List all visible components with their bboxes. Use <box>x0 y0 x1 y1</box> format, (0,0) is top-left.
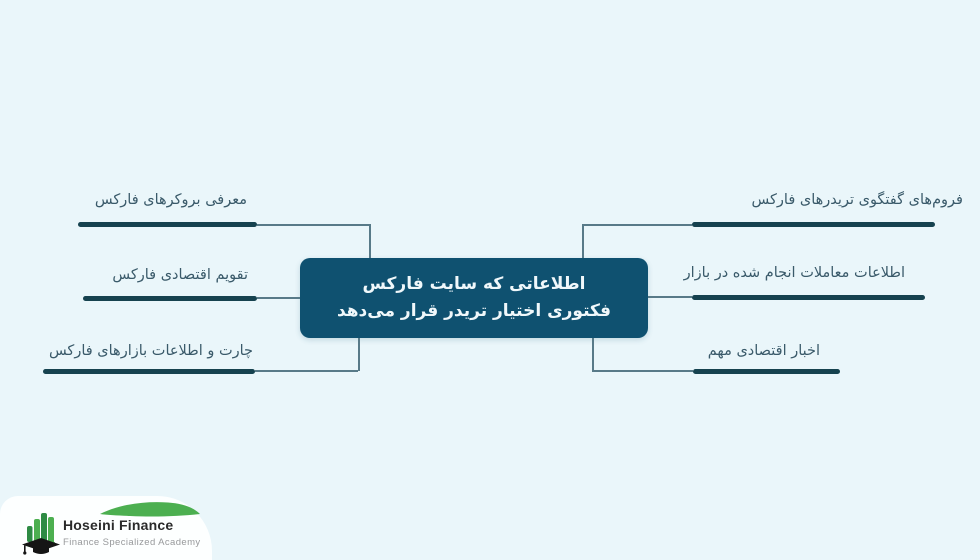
central-topic-node <box>300 258 648 338</box>
branch-underline-left-bottom <box>43 369 255 374</box>
connector-left-bottom-vertical <box>358 338 360 371</box>
connector-left-middle-horizontal <box>257 297 300 299</box>
branch-label-right-top: فروم‌های گفتگوی تریدرهای فارکس <box>751 192 963 208</box>
connector-right-bottom-vertical <box>592 338 594 371</box>
connector-left-top-horizontal <box>257 224 370 226</box>
branch-label-right-middle: اطلاعات معاملات انجام شده در بازار <box>683 265 905 281</box>
branch-label-left-top: معرفی بروکرهای فارکس <box>94 192 247 208</box>
connector-right-bottom-horizontal <box>592 370 693 372</box>
branch-label-left-middle: تقویم اقتصادی فارکس <box>112 267 248 283</box>
logo-title: Hoseini Finance <box>63 517 174 533</box>
branch-underline-right-top <box>692 222 935 227</box>
branch-underline-right-bottom <box>693 369 840 374</box>
leaf-swoosh-icon <box>100 501 200 517</box>
branch-underline-right-middle <box>692 295 925 300</box>
central-topic-line1: اطلاعاتی که سایت فارکس <box>362 274 586 294</box>
connector-right-top-vertical <box>582 224 584 258</box>
branch-label-right-bottom: اخبار اقتصادی مهم <box>707 343 820 359</box>
connector-left-top-vertical <box>369 224 371 258</box>
branch-underline-left-top <box>78 222 257 227</box>
logo-subtitle: Finance Specialized Academy <box>63 537 201 548</box>
connector-right-top-horizontal <box>582 224 692 226</box>
connector-right-middle-horizontal <box>648 296 692 298</box>
bar-chart-graduation-cap-icon <box>22 508 62 556</box>
branch-label-left-bottom: چارت و اطلاعات بازارهای فارکس <box>48 343 253 359</box>
branch-underline-left-middle <box>83 296 257 301</box>
connector-left-bottom-horizontal <box>255 370 358 372</box>
central-topic-line2: فکتوری اختیار تریدر قرار می‌دهد <box>336 301 612 321</box>
